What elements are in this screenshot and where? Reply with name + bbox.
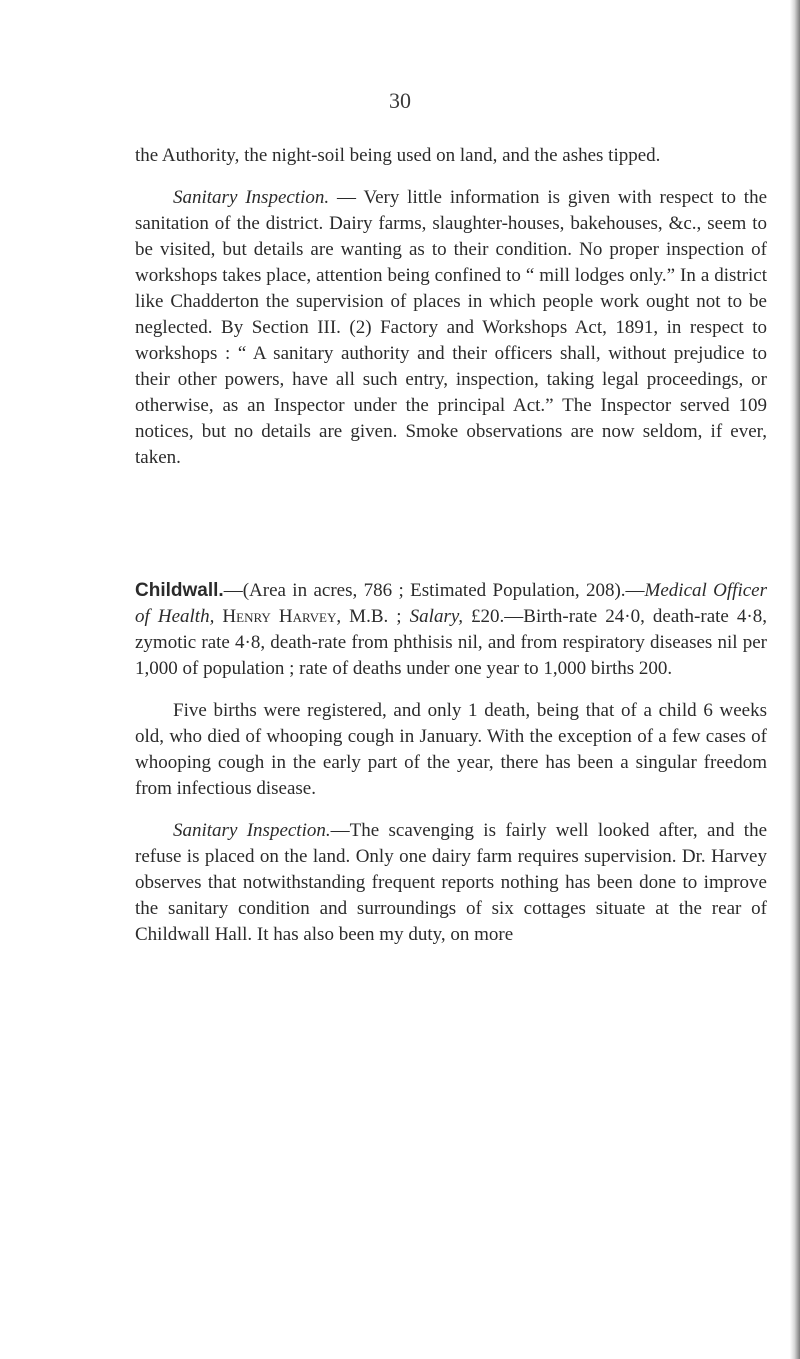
chadderton-section: [135, 143, 767, 471]
officer-degree: M.B. ;: [341, 606, 402, 627]
page-edge-shadow: [790, 0, 800, 1359]
salary-label: Salary,: [409, 606, 463, 627]
childwall-heading: Childwall.: [135, 580, 224, 601]
continuation-paragraph: the Authority, the night-soil being used on land, and the ashes tipped.: [135, 145, 661, 166]
chadderton-inspection-heading: Sanitary Inspection.: [173, 187, 330, 208]
childwall-inspection-heading: Sanitary Inspection.: [173, 820, 331, 841]
childwall-inspection-paragraph: [135, 818, 767, 948]
childwall-inspection-text: —The scavenging is fairly well looked after, and the refuse is placed on the land. Only one dairy farm requires supervision. Dr. Harvey observes that notwithstanding frequent reports nothing has been done to improve the sanitary condition and surroundings of six cottages situate at the rear of Childwall Hall. It has also been my duty, on more: [135, 820, 768, 945]
page-number: 30: [389, 88, 411, 113]
officer-name: Henry Harvey,: [222, 606, 342, 627]
chadderton-inspection-paragraph: [135, 185, 767, 471]
chadderton-inspection-text: — Very little information is given with respect to the sanitation of the district. Dairy farms, slaughter-houses, bakehouses, &c., seem to be visited, but details are wanting as to their condition. No proper inspection of workshops takes place, attention being confined to “ mill lodges only.” In a district like Chadderton the supervision of places in which people work ought not to be neglected. By Section III. (2) Factory and Workshops Act, 1891, in respect to workshops : “ A sanitary authority and their officers shall, without prejudice to their other powers, have all such entry, inspection, taking legal proceedings, or otherwise, as an Inspector under the principal Act.” The Inspector served 109 notices, but no details are given. Smoke observations are now seldom, if ever, taken.: [135, 187, 768, 468]
childwall-section: [135, 578, 767, 948]
officer-label: Medical Officer of Health,: [135, 580, 767, 627]
childwall-stats-part1: —(Area in acres, 786 ; Estimated Population, 208).—: [223, 580, 645, 601]
childwall-stats-part2: £20.—Birth-rate 24·0, death-rate 4·8, zymotic rate 4·8, death-rate from phthisis nil, and from respiratory diseases nil per 1,000 of population ; rate of deaths under one year to 1,000 births 200.: [135, 606, 767, 679]
births-paragraph: Five births were registered, and only 1 death, being that of a child 6 weeks old, who died of whooping cough in January. With the exception of a few cases of whooping cough in the early part of the year, there has been a singular freedom from infectious disease.: [135, 700, 767, 799]
childwall-stats-paragraph: [135, 578, 767, 682]
